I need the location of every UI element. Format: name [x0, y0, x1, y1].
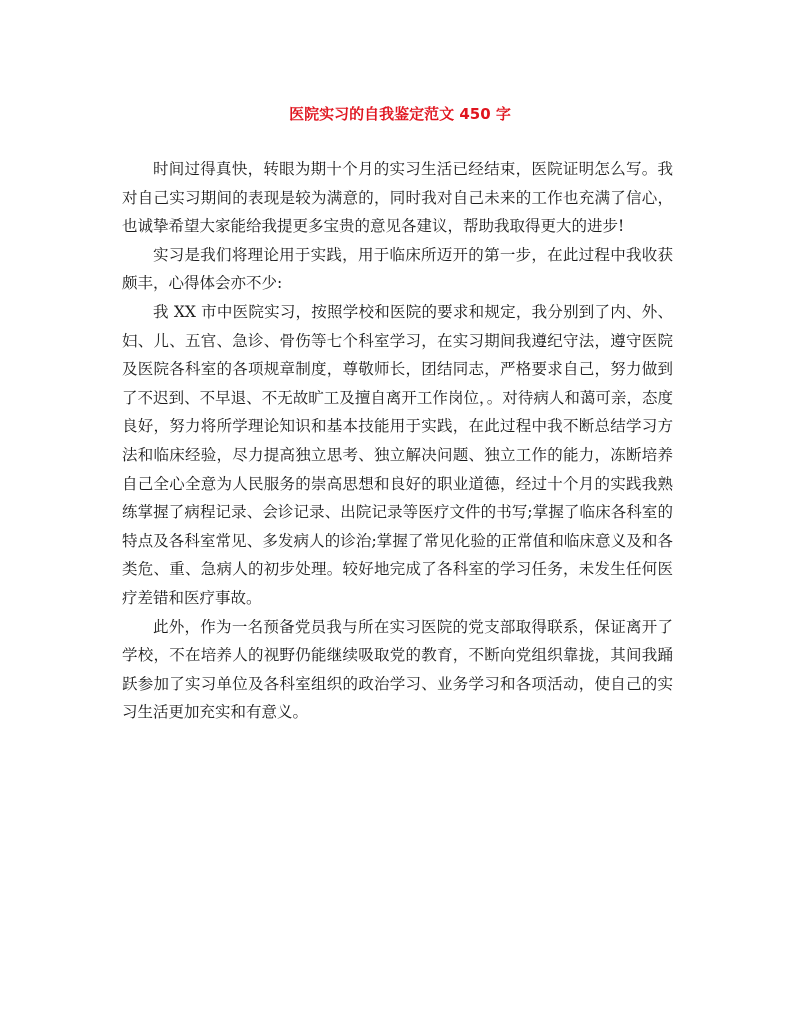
paragraph-party: 此外，作为一名预备党员我与所在实习医院的党支部取得联系，保证离开了学校，不在培养人的视野仍能继续吸取党的教育，不断向党组织靠拢，其间我踊跃参加了实习单位及各科室组织的政治学习、业务学习和各项活动，使自己的实习生活更加充实和有意义。	[122, 617, 673, 722]
document-body	[122, 155, 673, 727]
paragraph-experience: 我 XX 市中医院实习，按照学校和医院的要求和规定，我分别到了内、外、妇、儿、五官、急诊、骨伤等七个科室学习，在实习期间我遵纪守法，遵守医院及医院各科室的各项规章制度，尊敬师长，团结同志，严格要求自己，努力做到了不迟到、不早退、不无故旷工及擅自离开工作岗位，。对待病人和蔼可亲，态度良好，努力将所学理论知识和基本技能用于实践，在此过程中我不断总结学习方法和临床经验，尽力提高独立思考、独立解决问题、独立工作的能力，冻断培养自己全心全意为人民服务的崇高思想和良好的职业道德，经过十个月的实践我熟练掌握了病程记录、会诊记录、出院记录等医疗文件的书写;掌握了临床各科室的特点及各科室常见、多发病人的诊治;掌握了常见化验的正常值和临床意义及和各类危、重、急病人的初步处理。较好地完成了各科室的学习任务，未发生任何医疗差错和医疗事故。	[122, 302, 673, 607]
document-title: 医院实习的自我鉴定范文 450 字	[289, 105, 511, 123]
paragraph-intro: 时间过得真快，转眼为期十个月的实习生活已经结束，医院证明怎么写。我对自己实习期间的表现是较为满意的，同时我对自己未来的工作也充满了信心，也诚挚希望大家能给我提更多宝贵的意见各建议，帮助我取得更大的进步!	[122, 160, 673, 236]
paragraph-practice: 实习是我们将理论用于实践，用于临床所迈开的第一步，在此过程中我收获颇丰，心得体会亦不少:	[122, 245, 673, 293]
